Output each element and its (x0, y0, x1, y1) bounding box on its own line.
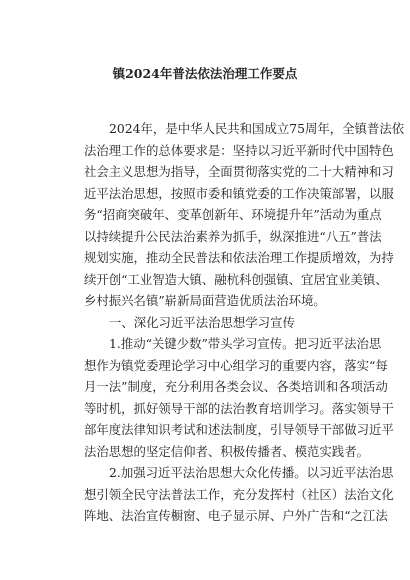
text-line: 乡村振兴名镇”崭新局面营造优质法治环境。 (84, 293, 326, 308)
text-line: 社会主义思想为指导，全面贯彻落实党的二十大精神和习 (84, 164, 394, 179)
paragraph-item-1 (84, 333, 394, 462)
paragraph-item-2 (84, 462, 394, 527)
text-line: 想作为镇党委理论学习中心组学习的重要内容，落实“每 (84, 357, 388, 373)
text-line: 想引领全民守法普法工作，充分发挥村（社区）法治文化 (84, 486, 394, 502)
paragraph-intro (84, 118, 405, 312)
text-line: 以持续提升公民法治素养为抓手，纵深推进“八五”普法 (84, 228, 382, 244)
text-line: 月一法”制度，充分利用各类会议、各类培训和各项活动 (84, 379, 388, 394)
text-line: 部年度法律知识考试和述法制度，引导领导干部做习近平 (84, 422, 394, 437)
text-line: 等时机，抓好领导干部的法治教育培训学习。落实领导干 (84, 400, 394, 416)
section-heading: 一、深化习近平法治思想学习宣传 (109, 314, 295, 330)
text-line: 2.加强习近平法治思想大众化传播。以习近平法治思 (109, 465, 394, 480)
text-line: 近平法治思想，按照市委和镇党委的工作决策部署，以服 (84, 185, 394, 201)
text-line: 法治思想的坚定信仰者、积极传播者、模范实践者。 (84, 443, 369, 459)
document-title: 镇2024年普法依法治理工作要点 (112, 66, 298, 81)
text-line: 务“招商突破年、变革创新年、环境提升年”活动为重点 (84, 207, 382, 222)
text-line: 2024年，是中华人民共和国成立75周年，全镇普法依 (109, 121, 405, 136)
text-line: 规划实施，推动全民普法和依法治理工作提质增效，为持 (84, 250, 394, 265)
document-body (84, 118, 405, 527)
text-line: 法治理工作的总体要求是：坚持以习近平新时代中国特色 (84, 142, 394, 158)
text-line: 1.推动“关键少数”带头学习宣传。把习近平法治思 (109, 336, 382, 351)
text-line: 续开创“工业智造大镇、融杭科创强镇、宜居宜业美镇、 (84, 271, 388, 287)
text-line: 阵地、法治宣传橱窗、电子显示屏、户外广告和“之江法 (84, 508, 388, 523)
